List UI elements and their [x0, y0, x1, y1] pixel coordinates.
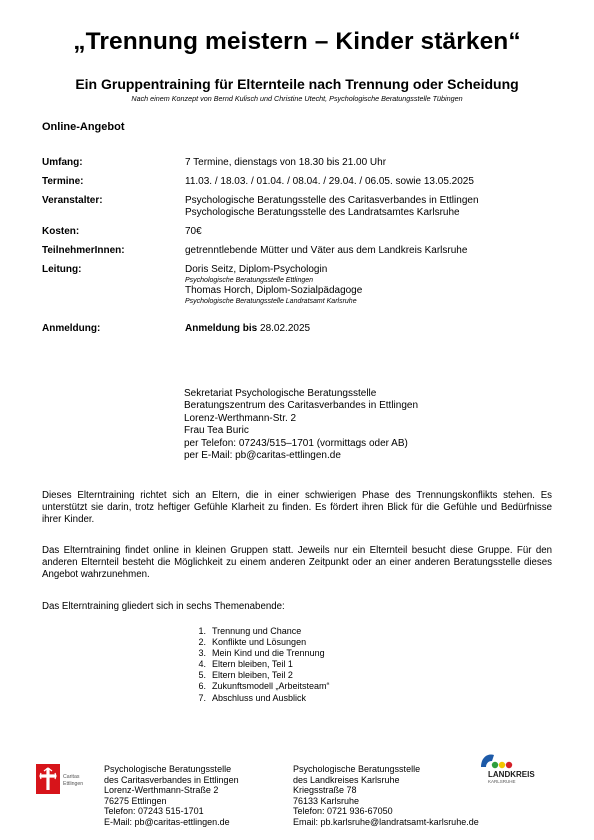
- address-phone: Telefon: 0721 936-67050: [293, 806, 393, 817]
- contact-email: per E-Mail: pb@caritas-ettlingen.de: [184, 450, 341, 462]
- info-value: [185, 323, 562, 335]
- list-item: [189, 626, 330, 637]
- contact-line: Sekretariat Psychologische Beratungsstelle: [184, 388, 377, 399]
- list-number: 3.: [198, 648, 206, 659]
- caritas-logo-name: Caritas: [63, 774, 80, 780]
- address-line: Psychologische Beratungsstelle: [104, 764, 232, 774]
- leader-1-name: Doris Seitz, Diplom-Psychologin: [185, 264, 328, 275]
- address-line: des Landkreises Karlsruhe: [293, 774, 400, 785]
- info-row-umfang: [42, 157, 562, 169]
- caritas-logo: [36, 764, 88, 794]
- info-value: 7 Termine, dienstags von 18.30 bis 21.00 Uhr: [185, 157, 387, 168]
- list-item: [189, 681, 330, 692]
- organizer-2: Psychologische Beratungsstelle des Landratsamtes Karlsruhe: [185, 207, 460, 218]
- info-value: getrenntlebende Mütter und Väter aus dem Landkreis Karlsruhe: [185, 245, 468, 256]
- caritas-logo-location: Ettlingen: [63, 781, 84, 787]
- contact-line: Frau Tea Buric: [184, 425, 249, 437]
- list-text: Zukunftsmodell „Arbeitsteam“: [212, 681, 330, 692]
- footer-address-caritas: [104, 764, 239, 828]
- list-number: 7.: [198, 692, 206, 703]
- info-row-termine: [42, 176, 562, 188]
- info-label: Veranstalter:: [42, 195, 103, 206]
- list-item: [189, 637, 330, 648]
- info-label: Kosten:: [42, 226, 80, 237]
- list-item: [189, 670, 330, 681]
- address-email: Email: pb.karlsruhe@landratsamt-karlsruhe.de: [293, 816, 479, 827]
- address-line: des Caritasverbandes in Ettlingen: [104, 774, 239, 785]
- concept-note: Nach einem Konzept von Bernd Kulisch und Christine Utecht, Psychologische Beratungsstelle Tübingen: [131, 94, 463, 103]
- info-value: [185, 195, 562, 219]
- info-label: Anmeldung:: [42, 323, 101, 334]
- page-title: „Trennung meistern – Kinder stärken“: [73, 28, 521, 55]
- list-item: [189, 659, 330, 670]
- info-label: Leitung:: [42, 264, 82, 275]
- info-value: 70€: [185, 226, 202, 237]
- paragraph-format: Das Elterntraining findet online in kleinen Gruppen statt. Jeweils nur ein Elternteil besucht diese Gruppe. Für den anderen Elternteil besteht die Möglichkeit zu einem anderen Zeitpunkt oder an einer anderen Beratungsstelle dieses Angebot wahrzunehmen.: [42, 545, 552, 581]
- info-row-anmeldung: [42, 323, 562, 335]
- registration-date: 28.02.2025: [260, 323, 311, 334]
- address-line: Kriegsstraße 78: [293, 785, 357, 796]
- landkreis-logo-title: LANDKREIS: [488, 770, 535, 779]
- info-row-veranstalter: [42, 195, 562, 219]
- list-text: Eltern bleiben, Teil 2: [212, 670, 293, 681]
- contact-line: Lorenz-Werthmann-Str. 2: [184, 412, 297, 424]
- info-table: [42, 157, 562, 361]
- list-text: Eltern bleiben, Teil 1: [212, 659, 293, 670]
- paragraph-intro: Dieses Elterntraining richtet sich an Eltern, die in einer schwierigen Phase des Trennungskonflikts stehen. Es unterstützt sie darin, trotz heftiger Gefühle Klarheit zu finden. Es fördert ihren Blick für die Gefühle und Bedürfnisse ihrer Kinder.: [42, 490, 552, 526]
- address-phone: Telefon: 07243 515-1701: [104, 806, 204, 817]
- list-number: 4.: [198, 659, 206, 670]
- address-line: 76133 Karlsruhe: [293, 795, 360, 806]
- list-text: Trennung und Chance: [212, 626, 302, 636]
- list-number: 1.: [198, 626, 206, 636]
- address-line: Lorenz-Werthmann-Straße 2: [104, 785, 219, 796]
- contact-block: [184, 388, 418, 462]
- address-line: Psychologische Beratungsstelle: [293, 764, 421, 774]
- list-number: 2.: [198, 637, 206, 648]
- info-label: TeilnehmerInnen:: [42, 245, 125, 256]
- info-label: Termine:: [42, 176, 84, 187]
- contact-line: Beratungszentrum des Caritasverbandes in Ettlingen: [184, 400, 419, 412]
- info-value: 11.03. / 18.03. / 01.04. / 08.04. / 29.04. / 06.05. sowie 13.05.2025: [185, 176, 474, 187]
- paragraph-topics-intro: Das Elterntraining gliedert sich in sechs Themenabende:: [42, 601, 285, 612]
- topic-list: [189, 626, 330, 704]
- info-row-leitung: [42, 264, 562, 306]
- registration-prefix: Anmeldung bis: [185, 323, 258, 334]
- list-text: Konflikte und Lösungen: [212, 637, 307, 648]
- address-line: 76275 Ettlingen: [104, 795, 167, 806]
- leader-2-name: Thomas Horch, Diplom-Sozialpädagoge: [185, 285, 363, 296]
- list-number: 5.: [198, 670, 206, 681]
- list-item: [189, 648, 330, 659]
- contact-phone: per Telefon: 07243/515–1701 (vormittags oder AB): [184, 437, 408, 449]
- list-item: [189, 693, 330, 704]
- page-subtitle: Ein Gruppentraining für Elternteile nach Trennung oder Scheidung: [75, 76, 519, 92]
- footer-address-landkreis: [293, 764, 479, 828]
- list-text: Abschluss und Ausblick: [212, 692, 307, 703]
- list-number: 6.: [198, 681, 206, 692]
- landkreis-logo-subtitle: KARLSRUHE: [488, 779, 516, 784]
- info-value: [185, 264, 562, 306]
- list-text: Mein Kind und die Trennung: [212, 648, 325, 659]
- landkreis-logo: [481, 753, 545, 789]
- address-email: E-Mail: pb@caritas-ettlingen.de: [104, 816, 230, 827]
- organizer-1: Psychologische Beratungsstelle des Caritasverbandes in Ettlingen: [185, 195, 479, 206]
- leader-2-org: Psychologische Beratungsstelle Landratsamt Karlsruhe: [185, 298, 357, 305]
- offer-type: Online-Angebot: [42, 121, 125, 133]
- leader-1-org: Psychologische Beratungsstelle Ettlingen: [185, 277, 314, 284]
- info-row-teilnehmer: [42, 245, 562, 257]
- info-label: Umfang:: [42, 157, 83, 168]
- info-row-kosten: [42, 226, 562, 238]
